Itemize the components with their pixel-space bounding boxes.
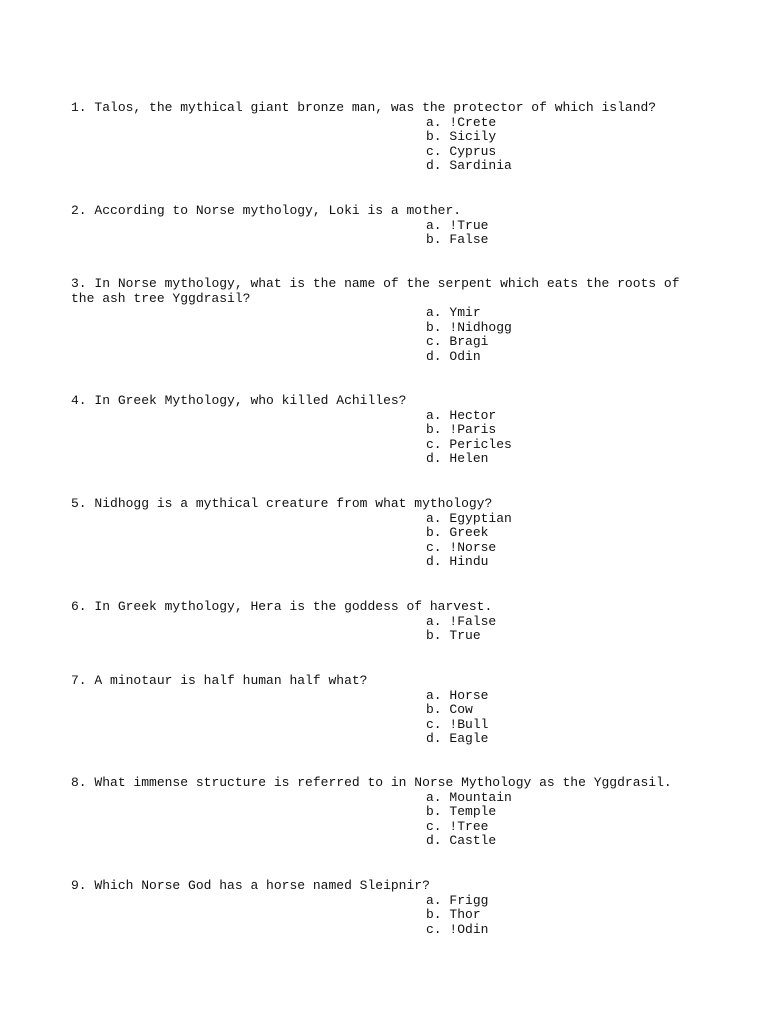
question-6 — [71, 600, 701, 644]
question-text: 3. In Norse mythology, what is the name of the serpent which eats the roots of the ash tree Yggdrasil? — [71, 276, 688, 306]
answer-option: c. !Norse — [426, 539, 497, 555]
answer-option: a. Frigg — [426, 892, 489, 908]
question-7 — [71, 674, 701, 747]
answer-option: b. Thor — [426, 907, 481, 923]
question-text: 7. A minotaur is half human half what? — [71, 673, 368, 688]
answer-option: d. Odin — [426, 348, 481, 364]
question-text: 4. In Greek Mythology, who killed Achilles? — [71, 393, 407, 408]
question-text: 6. In Greek mythology, Hera is the goddess of harvest. — [71, 599, 493, 614]
answer-option: a. Horse — [426, 687, 489, 703]
answer-option: b. True — [426, 628, 481, 644]
answer-option: d. Sardinia — [426, 158, 512, 174]
question-text: 8. What immense structure is referred to in Norse Mythology as the Yggdrasil. — [71, 775, 672, 790]
answer-option: d. Eagle — [426, 731, 489, 747]
answer-options — [71, 615, 701, 644]
answer-options — [71, 409, 701, 467]
answer-option: b. !Paris — [426, 422, 497, 438]
question-3 — [71, 277, 701, 365]
question-text: 1. Talos, the mythical giant bronze man, was the protector of which island? — [71, 100, 657, 115]
answer-options — [71, 894, 701, 938]
answer-option: a. Ymir — [426, 305, 481, 321]
question-1 — [71, 101, 701, 174]
question-8 — [71, 776, 701, 849]
answer-option: d. Hindu — [426, 554, 489, 570]
answer-option: b. Sicily — [426, 129, 497, 145]
answer-option: b. False — [426, 232, 489, 248]
answer-option: c. Cyprus — [426, 143, 497, 159]
answer-option: b. Temple — [426, 804, 497, 820]
answer-option: c. Pericles — [426, 436, 512, 452]
answer-options — [71, 512, 701, 570]
answer-option: c. !Odin — [426, 921, 489, 937]
answer-option: b. Cow — [426, 702, 473, 718]
answer-option: c. !Tree — [426, 818, 489, 834]
answer-option: c. !Bull — [426, 716, 489, 732]
answer-options — [71, 791, 701, 849]
answer-options — [71, 306, 701, 364]
question-text: 9. Which Norse God has a horse named Sleipnir? — [71, 878, 430, 893]
answer-option: a. !True — [426, 217, 489, 233]
answer-option: a. Egyptian — [426, 510, 512, 526]
answer-option: a. Hector — [426, 407, 497, 423]
answer-option: d. Helen — [426, 451, 489, 467]
answer-option: a. !Crete — [426, 114, 497, 130]
answer-options — [71, 689, 701, 747]
question-text: 2. According to Norse mythology, Loki is a mother. — [71, 203, 462, 218]
answer-option: a. !False — [426, 613, 497, 629]
answer-option: a. Mountain — [426, 789, 512, 805]
question-2 — [71, 204, 701, 248]
question-9 — [71, 879, 701, 937]
question-4 — [71, 394, 701, 467]
answer-option: b. !Nidhogg — [426, 319, 512, 335]
question-5 — [71, 497, 701, 570]
answer-options — [71, 116, 701, 174]
answer-option: c. Bragi — [426, 334, 489, 350]
answer-options — [71, 219, 701, 248]
question-text: 5. Nidhogg is a mythical creature from what mythology? — [71, 496, 493, 511]
answer-option: d. Castle — [426, 833, 497, 849]
answer-option: b. Greek — [426, 525, 489, 541]
